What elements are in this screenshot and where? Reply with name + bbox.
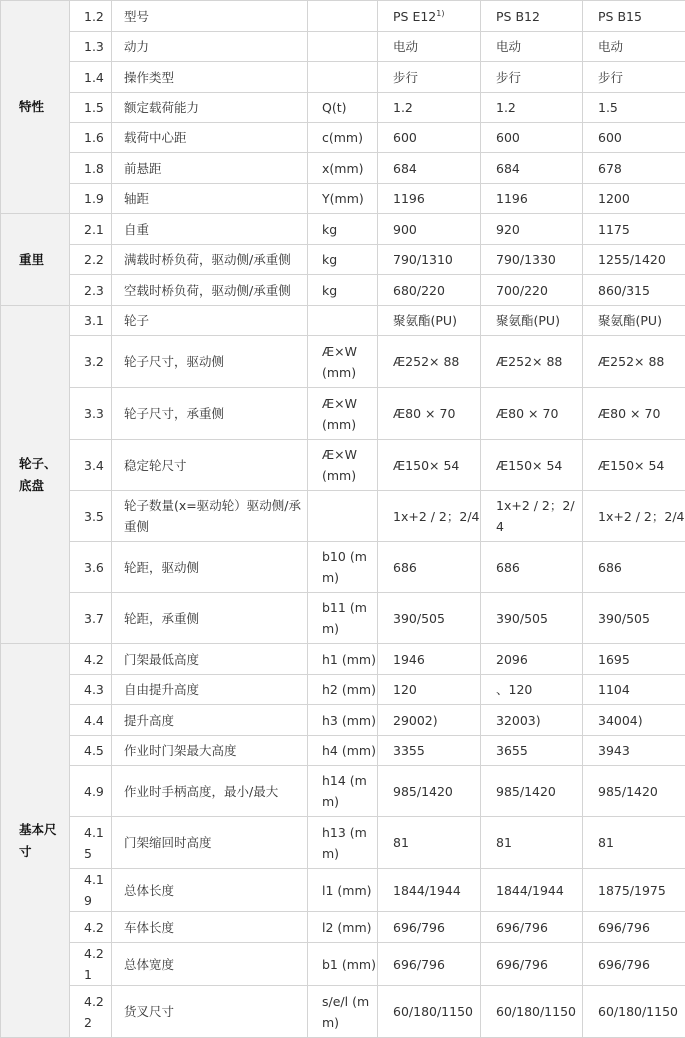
row-number: 3.2: [70, 336, 112, 388]
model-name: PS E12: [393, 9, 436, 24]
parameter-name: 轮距，驱动侧: [112, 542, 308, 593]
value-cell: 696/796: [481, 912, 583, 943]
table-row: [1, 986, 685, 1038]
parameter-name: 载荷中心距: [112, 123, 308, 153]
table-row: [1, 123, 685, 153]
row-number: 2.2: [70, 245, 112, 275]
value-cell: 电动: [481, 32, 583, 62]
table-row: [1, 675, 685, 705]
table-row: [1, 593, 685, 644]
value-cell: 1196: [481, 184, 583, 214]
parameter-name: 提升高度: [112, 705, 308, 736]
parameter-name: 门架缩回时高度: [112, 817, 308, 869]
value-cell: 1946: [378, 644, 481, 675]
value-cell: 3355: [378, 736, 481, 766]
row-number: 3.5: [70, 491, 112, 542]
value-cell: 2096: [481, 644, 583, 675]
table-row: [1, 644, 685, 675]
value-cell: 678: [583, 153, 685, 184]
value-cell: 1.5: [583, 93, 685, 123]
value-cell: 1255/1420: [583, 245, 685, 275]
table-row: [1, 1, 685, 32]
parameter-name: 轴距: [112, 184, 308, 214]
table-row: [1, 32, 685, 62]
unit-cell: h2 (mm): [308, 675, 378, 705]
value-cell: 1844/1944: [481, 869, 583, 912]
table-row: [1, 491, 685, 542]
row-number: 1.4: [70, 62, 112, 93]
unit-cell: x(mm): [308, 153, 378, 184]
value-cell: [378, 1, 481, 32]
value-cell: 120: [378, 675, 481, 705]
value-cell: 696/796: [481, 943, 583, 986]
unit-cell: [308, 1, 378, 32]
value-cell: 34004): [583, 705, 685, 736]
value-cell: 684: [481, 153, 583, 184]
unit-cell: [308, 306, 378, 336]
group-label: 基本尺寸: [1, 644, 70, 1038]
row-number: 1.5: [70, 93, 112, 123]
row-number: 1.8: [70, 153, 112, 184]
value-cell: Æ150× 54: [583, 440, 685, 491]
row-number: 1.6: [70, 123, 112, 153]
value-cell: 81: [378, 817, 481, 869]
parameter-name: 货叉尺寸: [112, 986, 308, 1038]
row-number: 3.3: [70, 388, 112, 440]
parameter-name: 额定载荷能力: [112, 93, 308, 123]
value-cell: 1x+2 / 2；2/4: [378, 491, 481, 542]
parameter-name: 稳定轮尺寸: [112, 440, 308, 491]
parameter-name: 轮子: [112, 306, 308, 336]
parameter-name: 作业时门架最大高度: [112, 736, 308, 766]
value-cell: 985/1420: [378, 766, 481, 817]
parameter-name: 轮子尺寸，承重侧: [112, 388, 308, 440]
group-label: 重里: [1, 214, 70, 306]
value-cell: 700/220: [481, 275, 583, 306]
table-row: [1, 388, 685, 440]
value-cell: 1200: [583, 184, 685, 214]
row-number: 4.3: [70, 675, 112, 705]
value-cell: Æ150× 54: [481, 440, 583, 491]
parameter-name: 自由提升高度: [112, 675, 308, 705]
table-row: [1, 817, 685, 869]
unit-cell: [308, 491, 378, 542]
value-cell: 790/1330: [481, 245, 583, 275]
unit-cell: h1 (mm): [308, 644, 378, 675]
parameter-name: 作业时手柄高度，最小/最大: [112, 766, 308, 817]
table-row: [1, 912, 685, 943]
parameter-name: 轮子尺寸，驱动侧: [112, 336, 308, 388]
parameter-name: 操作类型: [112, 62, 308, 93]
value-cell: 1x+2 / 2；2/4: [481, 491, 583, 542]
value-cell: 电动: [378, 32, 481, 62]
table-row: [1, 184, 685, 214]
row-number: 3.1: [70, 306, 112, 336]
unit-cell: h3 (mm): [308, 705, 378, 736]
unit-cell: Æ×W (mm): [308, 440, 378, 491]
value-cell: 聚氨酯(PU): [481, 306, 583, 336]
value-cell: 696/796: [583, 912, 685, 943]
value-cell: 790/1310: [378, 245, 481, 275]
parameter-name: 前悬距: [112, 153, 308, 184]
parameter-name: 轮距，承重侧: [112, 593, 308, 644]
unit-cell: kg: [308, 214, 378, 245]
value-cell: 1844/1944: [378, 869, 481, 912]
value-cell: 390/505: [378, 593, 481, 644]
row-number: 3.6: [70, 542, 112, 593]
parameter-name: 动力: [112, 32, 308, 62]
row-number: 4.4: [70, 705, 112, 736]
value-cell: 电动: [583, 32, 685, 62]
row-number: 4.15: [70, 817, 112, 869]
row-number: 4.5: [70, 736, 112, 766]
table-row: [1, 542, 685, 593]
parameter-name: 门架最低高度: [112, 644, 308, 675]
row-number: 4.9: [70, 766, 112, 817]
unit-cell: Æ×W (mm): [308, 388, 378, 440]
value-cell: 900: [378, 214, 481, 245]
unit-cell: s/e/l (mm): [308, 986, 378, 1038]
value-cell: 1695: [583, 644, 685, 675]
row-number: 1.9: [70, 184, 112, 214]
value-cell: 920: [481, 214, 583, 245]
value-cell: 860/315: [583, 275, 685, 306]
table-row: [1, 336, 685, 388]
value-cell: 600: [481, 123, 583, 153]
value-cell: 3943: [583, 736, 685, 766]
row-number: 2.3: [70, 275, 112, 306]
value-cell: 696/796: [583, 943, 685, 986]
unit-cell: h14 (mm): [308, 766, 378, 817]
row-number: 3.7: [70, 593, 112, 644]
value-cell: 1x+2 / 2；2/4: [583, 491, 685, 542]
table-row: [1, 214, 685, 245]
unit-cell: h13 (mm): [308, 817, 378, 869]
table-row: [1, 245, 685, 275]
value-cell: 3655: [481, 736, 583, 766]
value-cell: Æ252× 88: [583, 336, 685, 388]
unit-cell: b10 (mm): [308, 542, 378, 593]
value-cell: 696/796: [378, 943, 481, 986]
table-row: [1, 275, 685, 306]
unit-cell: Æ×W (mm): [308, 336, 378, 388]
row-number: 3.4: [70, 440, 112, 491]
parameter-name: 车体长度: [112, 912, 308, 943]
value-cell: 1.2: [481, 93, 583, 123]
value-cell: PS B15: [583, 1, 685, 32]
parameter-name: 自重: [112, 214, 308, 245]
value-cell: Æ150× 54: [378, 440, 481, 491]
parameter-name: 型号: [112, 1, 308, 32]
row-number: 4.21: [70, 943, 112, 986]
group-label: 轮子、底盘: [1, 306, 70, 644]
value-cell: 696/796: [378, 912, 481, 943]
value-cell: 686: [481, 542, 583, 593]
value-cell: 1104: [583, 675, 685, 705]
unit-cell: l2 (mm): [308, 912, 378, 943]
table-row: [1, 440, 685, 491]
value-cell: 60/180/1150: [378, 986, 481, 1038]
value-cell: 32003): [481, 705, 583, 736]
value-cell: 步行: [481, 62, 583, 93]
value-cell: 684: [378, 153, 481, 184]
table-row: [1, 943, 685, 986]
value-cell: 聚氨酯(PU): [378, 306, 481, 336]
value-cell: 680/220: [378, 275, 481, 306]
row-number: 1.3: [70, 32, 112, 62]
parameter-name: 总体长度: [112, 869, 308, 912]
value-cell: 1.2: [378, 93, 481, 123]
value-cell: 390/505: [583, 593, 685, 644]
value-cell: 390/505: [481, 593, 583, 644]
table-row: [1, 736, 685, 766]
table-row: [1, 766, 685, 817]
value-cell: 81: [481, 817, 583, 869]
footnote-marker: 1): [436, 9, 444, 18]
spec-table-body: [1, 1, 685, 1038]
value-cell: 1175: [583, 214, 685, 245]
unit-cell: h4 (mm): [308, 736, 378, 766]
value-cell: Æ80 × 70: [583, 388, 685, 440]
parameter-name: 空载时桥负荷，驱动侧/承重侧: [112, 275, 308, 306]
value-cell: 60/180/1150: [583, 986, 685, 1038]
value-cell: Æ252× 88: [481, 336, 583, 388]
parameter-name: 满载时桥负荷，驱动侧/承重侧: [112, 245, 308, 275]
value-cell: 600: [378, 123, 481, 153]
value-cell: 步行: [378, 62, 481, 93]
value-cell: 步行: [583, 62, 685, 93]
value-cell: 81: [583, 817, 685, 869]
row-number: 4.2: [70, 644, 112, 675]
table-row: [1, 869, 685, 912]
table-row: [1, 306, 685, 336]
unit-cell: [308, 32, 378, 62]
value-cell: 686: [378, 542, 481, 593]
table-row: [1, 153, 685, 184]
row-number: 4.19: [70, 869, 112, 912]
value-cell: 1196: [378, 184, 481, 214]
group-label: 特性: [1, 1, 70, 214]
row-number: 1.2: [70, 1, 112, 32]
parameter-name: 总体宽度: [112, 943, 308, 986]
table-row: [1, 62, 685, 93]
value-cell: 29002): [378, 705, 481, 736]
table-row: [1, 705, 685, 736]
value-cell: 985/1420: [481, 766, 583, 817]
value-cell: 985/1420: [583, 766, 685, 817]
unit-cell: b1 (mm): [308, 943, 378, 986]
table-row: [1, 93, 685, 123]
unit-cell: kg: [308, 245, 378, 275]
value-cell: Æ80 × 70: [481, 388, 583, 440]
value-cell: PS B12: [481, 1, 583, 32]
unit-cell: b11 (mm): [308, 593, 378, 644]
value-cell: 686: [583, 542, 685, 593]
row-number: 4.22: [70, 986, 112, 1038]
unit-cell: c(mm): [308, 123, 378, 153]
parameter-name: 轮子数量(x=驱动轮）驱动侧/承重侧: [112, 491, 308, 542]
unit-cell: [308, 62, 378, 93]
unit-cell: Y(mm): [308, 184, 378, 214]
value-cell: 1875/1975: [583, 869, 685, 912]
value-cell: Æ80 × 70: [378, 388, 481, 440]
row-number: 2.1: [70, 214, 112, 245]
value-cell: 600: [583, 123, 685, 153]
row-number: 4.2: [70, 912, 112, 943]
unit-cell: kg: [308, 275, 378, 306]
value-cell: 聚氨酯(PU): [583, 306, 685, 336]
value-cell: 、120: [481, 675, 583, 705]
unit-cell: l1 (mm): [308, 869, 378, 912]
unit-cell: Q(t): [308, 93, 378, 123]
value-cell: Æ252× 88: [378, 336, 481, 388]
value-cell: 60/180/1150: [481, 986, 583, 1038]
